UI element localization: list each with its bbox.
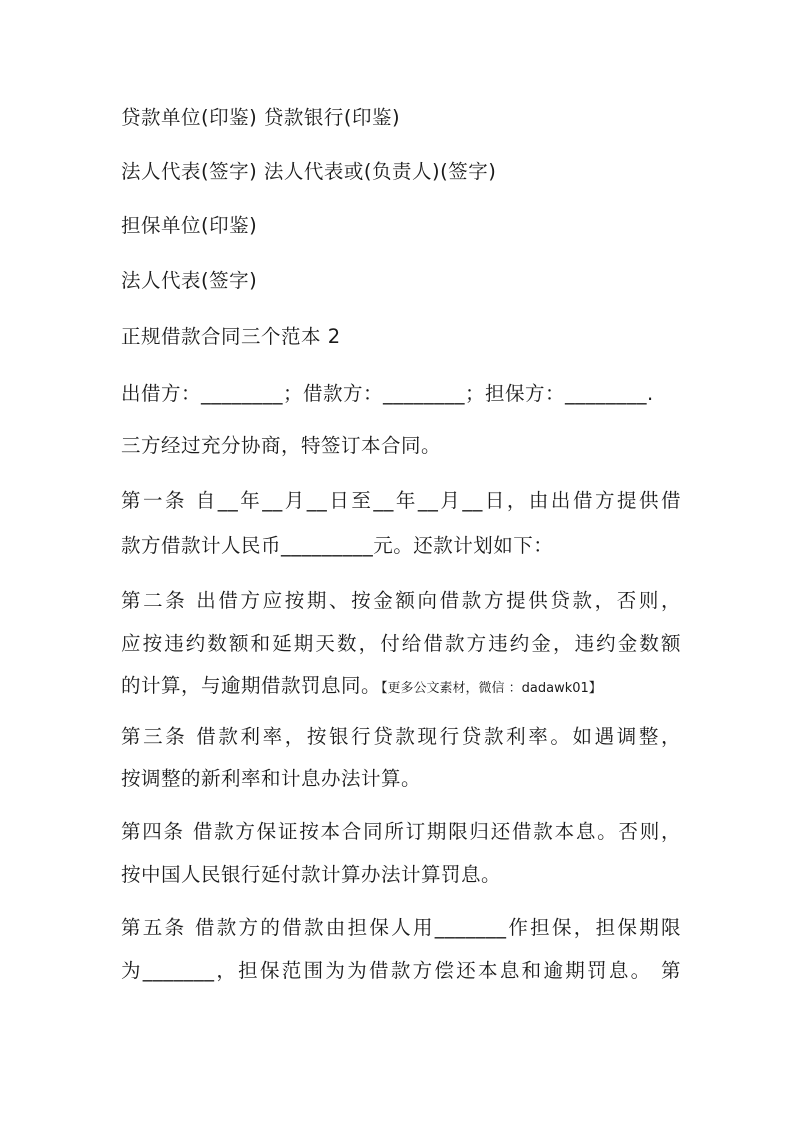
signature-line-lender: 贷款单位(印鉴) 贷款银行(印鉴) xyxy=(121,106,401,129)
intro-paragraph: 三方经过充分协商，特签订本合同。 xyxy=(121,434,442,457)
article-2-line-1: 第二条 出借方应按期、按金额向借款方提供贷款，否则， xyxy=(121,589,681,612)
article-4-line-1: 第四条 借款方保证按本合同所订期限归还借款本息。否则， xyxy=(121,820,681,843)
watermark-note: 【更多公文素材，微信 ：dadawk01】 xyxy=(381,681,602,696)
article-2-line-2: 应按违约数额和延期天数，付给借款方违约金，违约金数额 xyxy=(121,632,681,655)
signature-line-guarantor: 担保单位(印鉴) xyxy=(121,214,258,237)
article-2-line-3 xyxy=(121,672,681,703)
article-3-line-2: 按调整的新利率和计息办法计算。 xyxy=(121,767,422,790)
article-1-line-1: 第一条 自__年__月__日至__年__月__日，由出借方提供借 xyxy=(121,489,681,512)
article-3-line-1: 第三条 借款利率，按银行贷款现行贷款利率。如遇调整， xyxy=(121,725,681,748)
article-4-line-2: 按中国人民银行延付款计算办法计算罚息。 xyxy=(121,863,502,886)
section-title: 正规借款合同三个范本 2 xyxy=(121,325,341,348)
article-5-line-1: 第五条 借款方的借款由担保人用_______作担保，担保期限 xyxy=(121,916,681,939)
article-1-line-2: 款方借款计人民币_________元。还款计划如下： xyxy=(121,534,554,557)
signature-line-guarantor-rep: 法人代表(签字) xyxy=(121,269,258,292)
signature-line-legal-rep: 法人代表(签字) 法人代表或(负责人)(签字) xyxy=(121,160,497,183)
parties-line: 出借方：________；借款方：________；担保方：________. xyxy=(121,382,654,405)
article-2-text: 的计算，与逾期借款罚息同。 xyxy=(121,674,382,697)
article-5-line-2: 为_______，担保范围为为借款方偿还本息和逾期罚息。 第 xyxy=(121,959,681,982)
